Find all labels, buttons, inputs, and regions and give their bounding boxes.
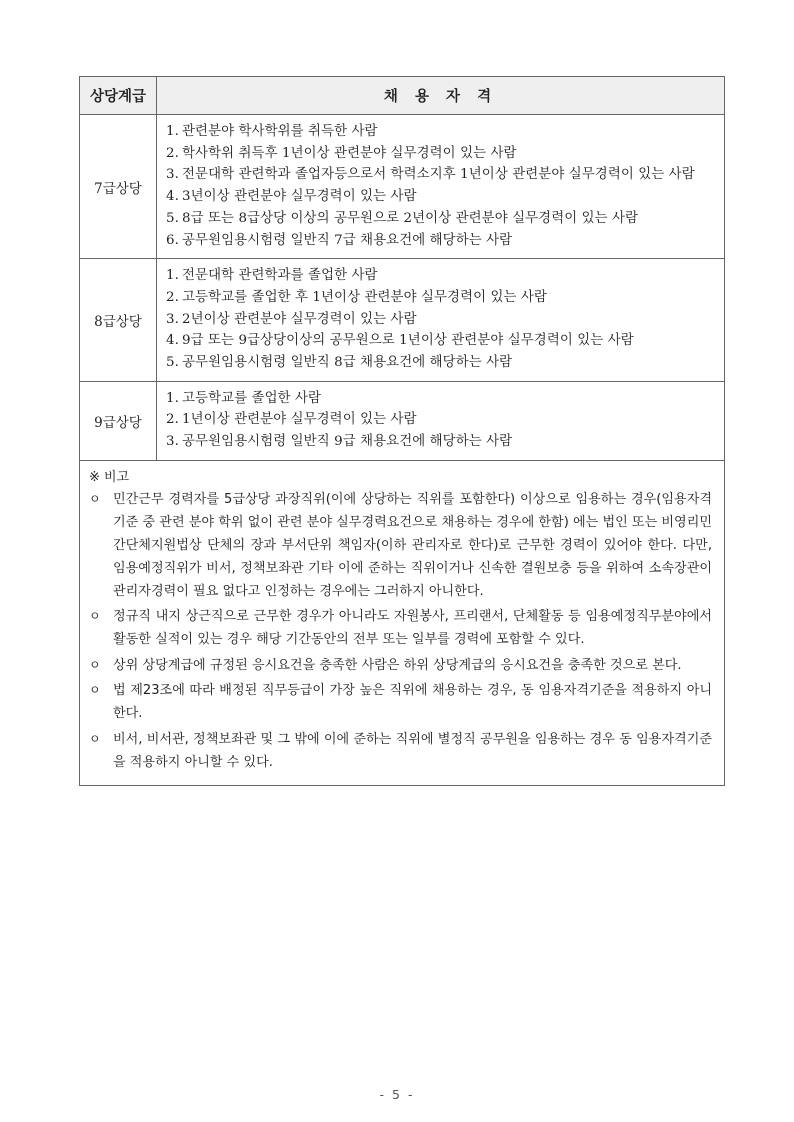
list-item: ㅇ 민간근무 경력자를 5급상당 과장직위(이에 상당하는 직위를 포함한다) 이상으로 임용하는 경우(임용자격기준 중 관련 분야 학위 없이 관련 분야 실무경력요건으로 채용하는 경우에 한함) 에는 법인 또는 비영리민간단체지원법상 단체의 장과 부서단위 책임자(이하 관리자로 한다)로 근무한 경력이 있어야 한다. 다만, 임용예정직위가 비서, 정책보좌관 기타 이에 준하는 직위이거나 신속한 결원보충 등을 위하여 소속장관이 관리자경력이 필요 없다고 인정하는 경우에는 그러하지 아니한다.	[89, 488, 712, 603]
bullet-icon: ㅇ	[89, 731, 101, 746]
table-row	[80, 115, 725, 259]
list-item: 5. 공무원임용시험령 일반직 8급 채용요건에 해당하는 사람	[166, 355, 513, 371]
bullet-icon: ㅇ	[89, 609, 101, 624]
grade-cell: 9급상당	[80, 381, 157, 460]
grade-cell: 8급상당	[80, 259, 157, 382]
requirement-list	[166, 388, 716, 453]
list-item: 1. 고등학교를 졸업한 사람	[166, 390, 322, 406]
table-row	[80, 381, 725, 460]
list-item: 5. 8급 또는 8급상당 이상의 공무원으로 2년이상 관련분야 실무경력이 있는 사람	[166, 210, 639, 226]
list-item: 2. 1년이상 관련분야 실무경력이 있는 사람	[166, 412, 417, 428]
list-item: 1. 전문대학 관련학과를 졸업한 사람	[166, 268, 378, 284]
qualification-table-wrapper	[79, 76, 725, 786]
requirement-list	[166, 121, 716, 251]
header-grade: 상당계급	[80, 77, 157, 115]
remarks-row	[80, 460, 725, 786]
table-header-row	[80, 77, 725, 115]
list-item: ㅇ 법 제23조에 따라 배정된 직무등급이 가장 높은 직위에 채용하는 경우, 동 임용자격기준을 적용하지 아니한다.	[89, 679, 712, 725]
list-item: ㅇ 상위 상당계급에 규정된 응시요건을 충족한 사람은 하위 상당계급의 응시요건을 충족한 것으로 본다.	[89, 654, 712, 677]
bullet-icon: ㅇ	[89, 657, 101, 672]
bullet-icon: ㅇ	[89, 491, 101, 506]
list-item: ㅇ 정규직 내지 상근직으로 근무한 경우가 아니라도 자원봉사, 프리랜서, 단체활동 등 임용예정직무분야에서 활동한 실적이 있는 경우 해당 기간동안의 전부 또는 일부를 경력에 포함할 수 있다.	[89, 605, 712, 651]
list-item: 3. 전문대학 관련학과 졸업자등으로서 학력소지후 1년이상 관련분야 실무경력이 있는 사람	[166, 167, 695, 183]
header-qualification: 채 용 자 격	[157, 77, 725, 115]
list-item: 3. 공무원임용시험령 일반직 9급 채용요건에 해당하는 사람	[166, 434, 513, 450]
list-item: 2. 고등학교를 졸업한 후 1년이상 관련분야 실무경력이 있는 사람	[166, 289, 547, 305]
list-item: 6. 공무원임용시험령 일반직 7급 채용요건에 해당하는 사람	[166, 232, 513, 248]
requirement-list	[166, 265, 716, 374]
page-number: - 5 -	[379, 1087, 415, 1102]
qualification-table	[79, 76, 725, 786]
remarks-cell	[80, 460, 725, 786]
list-item: 2. 학사학위 취득후 1년이상 관련분야 실무경력이 있는 사람	[166, 145, 517, 161]
list-item: 3. 2년이상 관련분야 실무경력이 있는 사람	[166, 311, 417, 327]
list-item: 4. 9급 또는 9급상당이상의 공무원으로 1년이상 관련분야 실무경력이 있는 사람	[166, 333, 634, 349]
bullet-icon: ㅇ	[89, 683, 101, 698]
list-item: ㅇ 비서, 비서관, 정책보좌관 및 그 밖에 이에 준하는 직위에 별정직 공무원을 임용하는 경우 동 임용자격기준을 적용하지 아니할 수 있다.	[89, 728, 712, 774]
list-item: 1. 관련분야 학사학위를 취득한 사람	[166, 124, 378, 139]
remarks-list	[89, 488, 712, 774]
remarks-title: ※ 비고	[89, 469, 130, 485]
table-row	[80, 259, 725, 382]
grade-cell: 7급상당	[80, 115, 157, 259]
list-item: 4. 3년이상 관련분야 실무경력이 있는 사람	[166, 189, 417, 205]
